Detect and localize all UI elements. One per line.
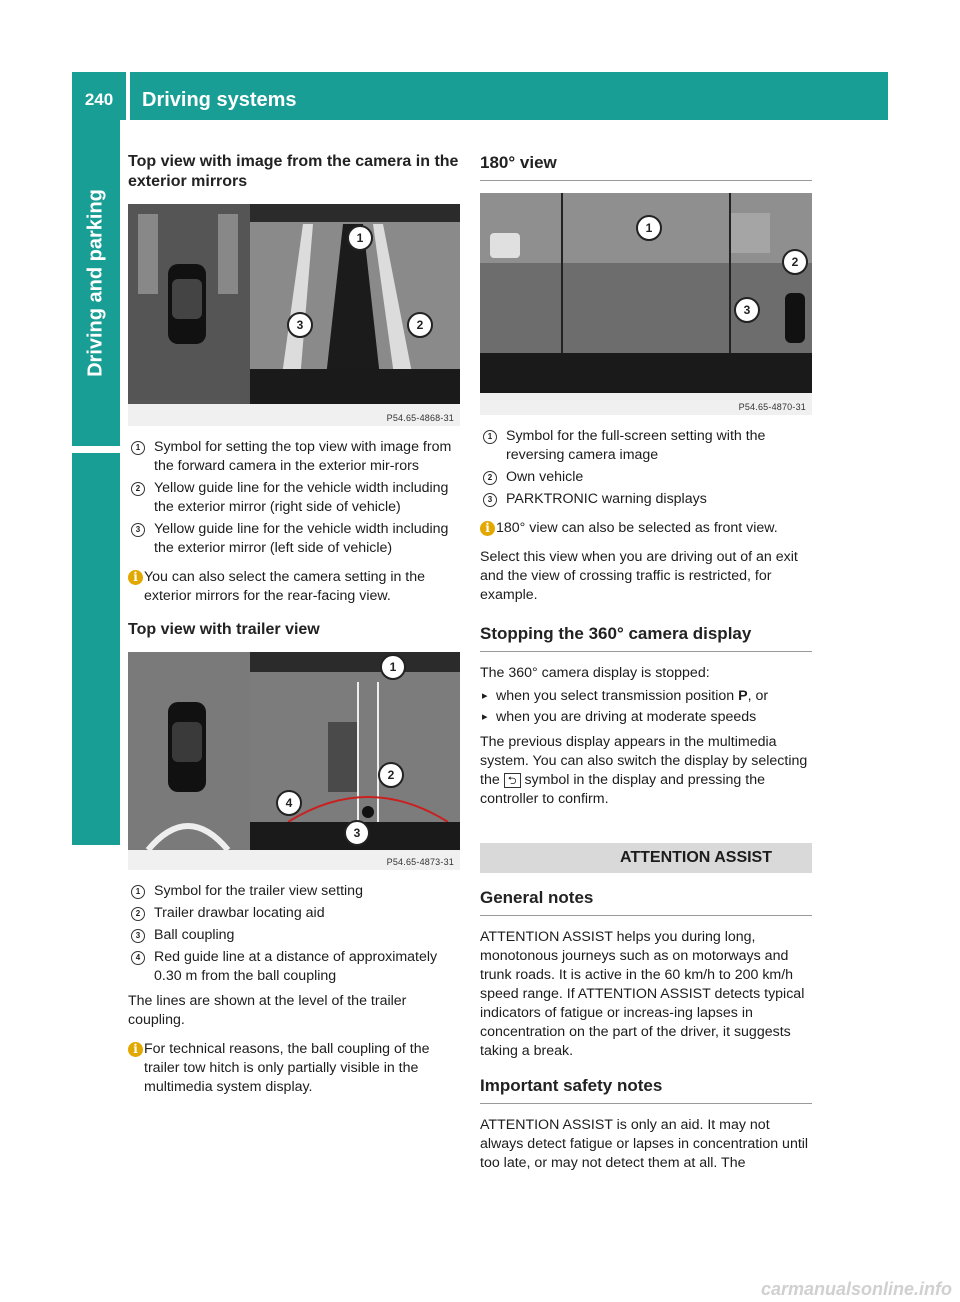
info-text: For technical reasons, the ball coupling of the trailer tow hitch is only partially visible in the multimedia system display. — [144, 1041, 430, 1095]
paragraph-part-b: symbol in the display and pressing the controller to confirm. — [480, 772, 765, 807]
legend-number-icon: 4 — [131, 951, 145, 965]
back-symbol-icon: ⮌ — [504, 773, 521, 788]
chapter-title: Driving systems — [142, 89, 297, 111]
info-icon: i — [480, 521, 495, 536]
side-block — [72, 453, 120, 845]
info-note — [480, 519, 812, 538]
info-icon: i — [128, 1042, 143, 1057]
callout-3: 3 — [344, 820, 370, 846]
paragraph-180-view: Select this view when you are driving out of an exit and the view of crossing traffic is restricted, for example. — [480, 549, 798, 603]
page-header — [72, 72, 888, 120]
section-heading-safety-notes: Important safety notes — [480, 1075, 812, 1104]
legend-item — [128, 438, 460, 476]
legend-text: Symbol for setting the top view with image from the forward camera in the exterior mir-rors — [154, 439, 452, 474]
legend-number-icon: 3 — [131, 523, 145, 537]
legend-item — [128, 882, 460, 901]
callout-4: 4 — [276, 790, 302, 816]
callout-2: 2 — [378, 762, 404, 788]
callout-1: 1 — [347, 225, 373, 251]
header-separator — [126, 72, 130, 120]
attention-assist-banner: ATTENTION ASSIST — [480, 843, 812, 873]
legend-number-icon: 3 — [483, 493, 497, 507]
figure-180-view — [480, 193, 812, 415]
legend-number-icon: 1 — [131, 885, 145, 899]
right-column — [480, 152, 812, 1183]
figure-code: P54.65-4868-31 — [386, 413, 454, 423]
watermark: carmanualsonline.info — [760, 1279, 952, 1299]
camera-image-trailer-view — [128, 652, 460, 870]
bullet-text: when you are driving at moderate speeds — [496, 709, 757, 725]
legend-text: Own vehicle — [506, 469, 584, 485]
legend-item — [480, 427, 812, 465]
callout-1: 1 — [636, 215, 662, 241]
paragraph-previous-display — [480, 733, 812, 809]
figure-trailer-view — [128, 652, 460, 870]
legend-number-icon: 2 — [131, 907, 145, 921]
info-note — [128, 1040, 460, 1097]
bullet-item — [480, 708, 812, 727]
legend-number-icon: 1 — [483, 430, 497, 444]
section-heading-stopping: Stopping the 360° camera display — [480, 623, 812, 652]
section-heading-trailer-view: Top view with trailer view — [128, 621, 320, 638]
callout-3: 3 — [734, 297, 760, 323]
legend-text: Trailer drawbar locating aid — [154, 905, 325, 921]
legend-text: Symbol for the trailer view setting — [154, 883, 363, 899]
legend-top-view-mirrors — [128, 438, 460, 558]
legend-item — [128, 926, 460, 945]
legend-item — [480, 468, 812, 487]
page-number: 240 — [84, 90, 114, 109]
legend-number-icon: 2 — [131, 482, 145, 496]
legend-number-icon: 2 — [483, 471, 497, 485]
paragraph-trailer-lines: The lines are shown at the level of the trailer coupling. — [128, 993, 407, 1028]
callout-2: 2 — [782, 249, 808, 275]
legend-trailer-view — [128, 882, 460, 986]
legend-item — [128, 479, 460, 517]
bullet-item — [480, 687, 812, 706]
legend-item — [128, 948, 460, 986]
legend-number-icon: 3 — [131, 929, 145, 943]
figure-code: P54.65-4873-31 — [386, 857, 454, 867]
info-text: You can also select the camera setting in the exterior mirrors for the rear-facing view. — [144, 569, 426, 604]
legend-text: Red guide line at a distance of approximately 0.30 m from the ball coupling — [154, 949, 438, 984]
legend-item — [128, 904, 460, 923]
section-heading-180-view: 180° view — [480, 152, 812, 181]
section-heading-general-notes: General notes — [480, 887, 812, 916]
legend-text: Yellow guide line for the vehicle width including the exterior mirror (right side of vehicle) — [154, 480, 449, 515]
bullet-list-stopping — [480, 687, 812, 727]
paragraph-stopping-intro: The 360° camera display is stopped: — [480, 665, 710, 681]
section-heading-top-view-mirrors: Top view with image from the camera in the exterior mirrors — [128, 153, 459, 190]
bullet-tail: , or — [747, 688, 769, 704]
legend-text: Yellow guide line for the vehicle width including the exterior mirror (left side of vehicle) — [154, 521, 449, 556]
paragraph-part-a: The previous display appears in the multimedia system. You can also switch the display by selecting the — [480, 734, 808, 788]
legend-number-icon: 1 — [131, 441, 145, 455]
info-icon: i — [128, 570, 143, 585]
callout-2: 2 — [407, 312, 433, 338]
legend-180-view — [480, 427, 812, 509]
legend-item — [128, 520, 460, 558]
left-column — [128, 152, 460, 1107]
info-note — [128, 568, 460, 606]
callout-3: 3 — [287, 312, 313, 338]
side-tab-label: Driving and parking — [84, 189, 107, 377]
info-text: 180° view can also be selected as front view. — [496, 520, 778, 536]
paragraph-general-notes: ATTENTION ASSIST helps you during long, monotonous journeys such as on motorways and trunk roads. It is active in the 60 km/h to 200 km/h speed range. If ATTENTION ASSIST detects typical indicators of fatigue or increas-ing lapses in concentration on the part of the driver, it suggests taking a break. — [480, 929, 805, 1059]
bullet-text: when you select transmission position — [496, 688, 739, 704]
callout-1: 1 — [380, 654, 406, 680]
bullet-bold: P — [738, 688, 748, 704]
paragraph-safety-notes: ATTENTION ASSIST is only an aid. It may not always detect fatigue or lapses in concentration until too late, or may not detect them at all. The — [480, 1117, 809, 1171]
legend-text: Ball coupling — [154, 927, 235, 943]
figure-top-view-mirrors — [128, 204, 460, 426]
legend-text: PARKTRONIC warning displays — [506, 491, 707, 507]
legend-text: Symbol for the full-screen setting with the reversing camera image — [506, 428, 766, 463]
legend-item — [480, 490, 812, 509]
figure-code: P54.65-4870-31 — [738, 402, 806, 412]
